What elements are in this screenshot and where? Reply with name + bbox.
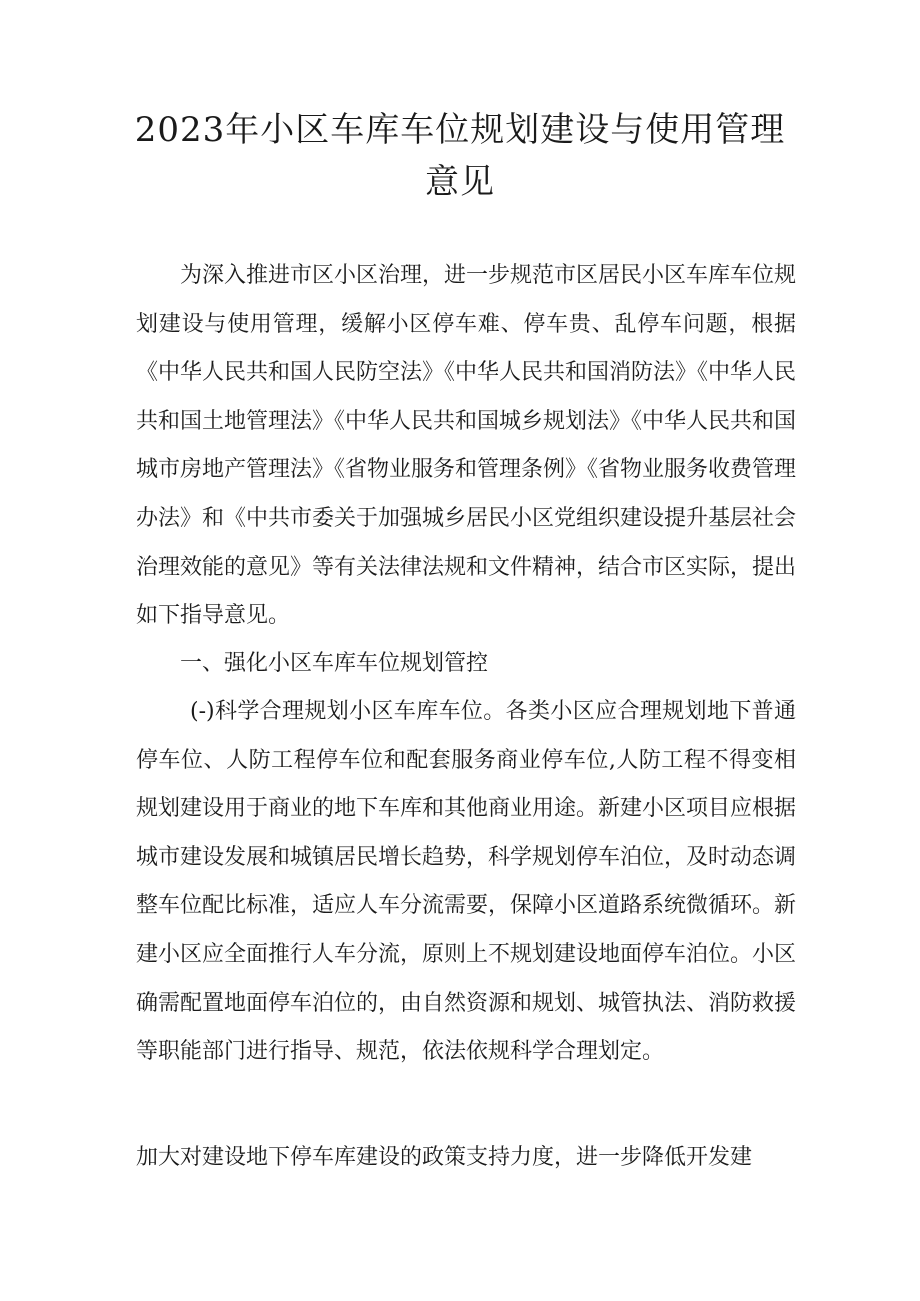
section-1-heading: 一、强化小区车库车位规划管控 [180,651,489,676]
document-title-line-2: 意见 [425,162,495,202]
intro-paragraph: 为深入推进市区小区治理，进一步规范市区居民小区车库车位规划建设与使用管理，缓解小区停车难、停车贵、乱停车问题，根据《中华人民共和国人民防空法》《中华人民共和国消防法》《中华人民共和国土地管理法》《中华人民共和国城乡规划法》《中华人民共和国城市房地产管理法》《省物业服务和管理条例》《省物业服务收费管理办法》和《中共市委关于加强城乡居民小区党组织建设提升基层社会治理效能的意见》等有关法律法规和文件精神，结合市区实际，提出如下指导意见。 [136,263,797,629]
section-1-item-1-paragraph: (-)科学合理规划小区车库车位。各类小区应合理规划地下普通停车位、人防工程停车位和配套服务商业停车位,人防工程不得变相规划建设用于商业的地下车库和其他商业用途。新建小区项目应根据城市建设发展和城镇居民增长趋势，科学规划停车泊位，及时动态调整车位配比标准，适应人车分流需要，保障小区道路系统微循环。新建小区应全面推行人车分流，原则上不规划建设地面停车泊位。小区确需配置地面停车泊位的，由自然资源和规划、城管执法、消防救援等职能部门进行指导、规范，依法依规科学合理划定。 [136,699,797,1065]
document-title-line-1: 2023年小区车库车位规划建设与使用管理 [134,110,786,150]
continuation-paragraph: 加大对建设地下停车库建设的政策支持力度，进一步降低开发建 [136,1145,753,1170]
